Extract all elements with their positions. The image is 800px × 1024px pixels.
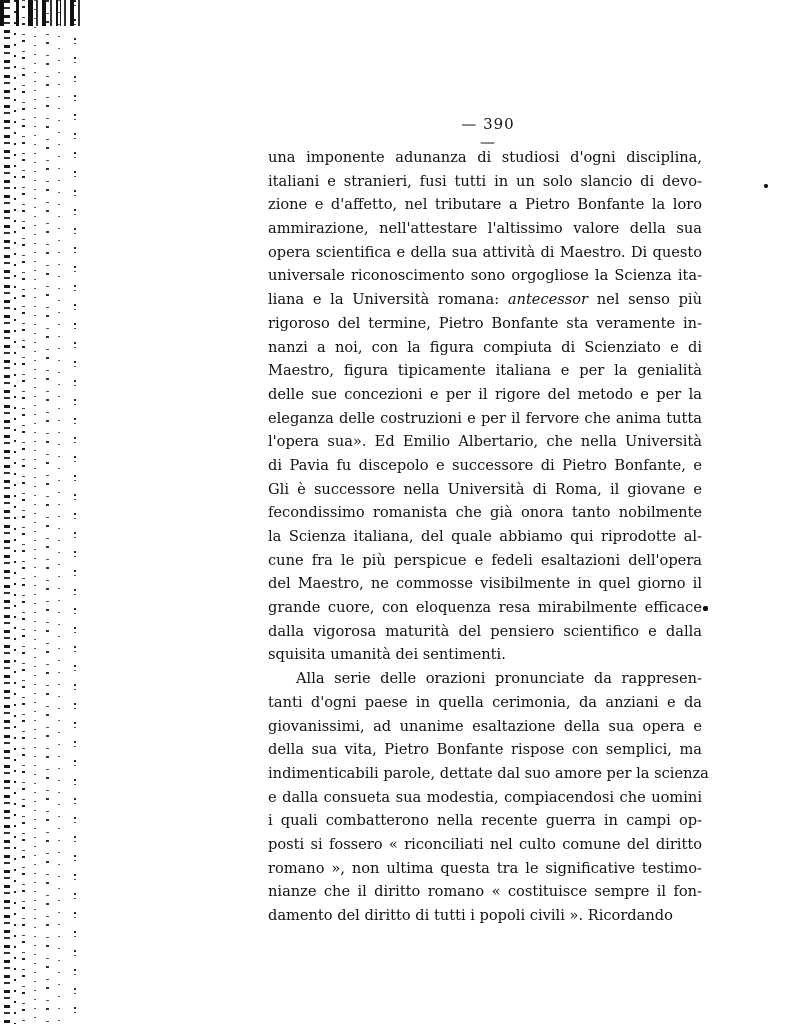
text-line: Alla serie delle orazioni pronunciate da rappresen-	[296, 670, 702, 688]
body-text	[268, 146, 709, 928]
text-line: rigoroso del termine, Pietro Bonfante sta veramente in-	[268, 314, 702, 332]
text-line: giovanissimi, ad unanime esaltazione della sua opera e	[268, 717, 702, 735]
page-number: — 390 —	[461, 115, 515, 151]
text-line: Gli è successore nella Università di Roma, il giovane e	[268, 480, 702, 498]
text-line: di Pavia fu discepolo e successore di Pietro Bonfante, e	[268, 456, 702, 474]
text-line: i quali combatterono nella recente guerra in campi op-	[268, 812, 702, 830]
italic-term: antecessor	[507, 291, 588, 309]
text-line: nianze che il diritto romano « costituisce sempre il fon-	[268, 883, 702, 901]
ink-speck	[703, 606, 708, 611]
text-line: universale riconoscimento sono orgogliose la Scienza ita-	[268, 267, 702, 285]
text-line: zione e d'affetto, nel tributare a Pietro Bonfante la loro	[268, 196, 702, 214]
text-line: fecondissimo romanista che già onora tanto nobilmente	[268, 504, 702, 522]
text-line: dalla vigorosa maturità del pensiero scientifico e dalla	[268, 622, 702, 640]
text-line: italiani e stranieri, fusi tutti in un solo slancio di devo-	[268, 172, 702, 190]
text-line: della sua vita, Pietro Bonfante rispose con semplici, ma	[268, 741, 702, 759]
text-line: grande cuore, con eloquenza resa mirabilmente efficace	[268, 599, 702, 617]
text-line: squisita umanità dei sentimenti.	[268, 646, 506, 664]
text-line: delle sue concezioni e per il rigore del metodo e per la	[268, 385, 702, 403]
text-line: tanti d'ogni paese in quella cerimonia, da anziani e da	[268, 693, 702, 711]
text-line: del Maestro, ne commosse visibilmente in quel giorno il	[268, 575, 702, 593]
text-line: indimenticabili parole, dettate dal suo amore per la scienza	[268, 764, 709, 782]
text-line: cune fra le più perspicue e fedeli esaltazioni dell'opera	[268, 551, 702, 569]
text-line: l'opera sua». Ed Emilio Albertario, che nella Università	[268, 433, 702, 451]
text-line: la Scienza italiana, del quale abbiamo qui riprodotte al-	[268, 528, 702, 545]
text-line: nanzi a noi, con la figura compiuta di Scienziato e di	[268, 338, 702, 356]
text-line: damento del diritto di tutti i popoli civili ». Ricordando	[268, 907, 673, 924]
text-line: opera scientifica e della sua attività di Maestro. Di questo	[268, 243, 702, 261]
text-line: posti si fossero « riconciliati nel culto comune del diritto	[268, 835, 702, 853]
text-line: romano », non ultima questa tra le significative testimo-	[268, 859, 702, 877]
text-line: una imponente adunanza di studiosi d'ogni disciplina,	[268, 149, 702, 166]
scanned-binding-edge	[0, 0, 88, 1024]
ink-speck	[764, 184, 768, 188]
text-line: liana e la Università romana: antecessor nel senso più	[268, 291, 702, 309]
text-line: eleganza delle costruzioni e per il fervore che anima tutta	[268, 409, 702, 427]
text-line: Maestro, figura tipicamente italiana e per la genialità	[268, 362, 702, 380]
text-line: ammirazione, nell'attestare l'altissimo valore della sua	[268, 220, 702, 238]
text-line: e dalla consueta sua modestia, compiacendosi che uomini	[268, 788, 702, 806]
